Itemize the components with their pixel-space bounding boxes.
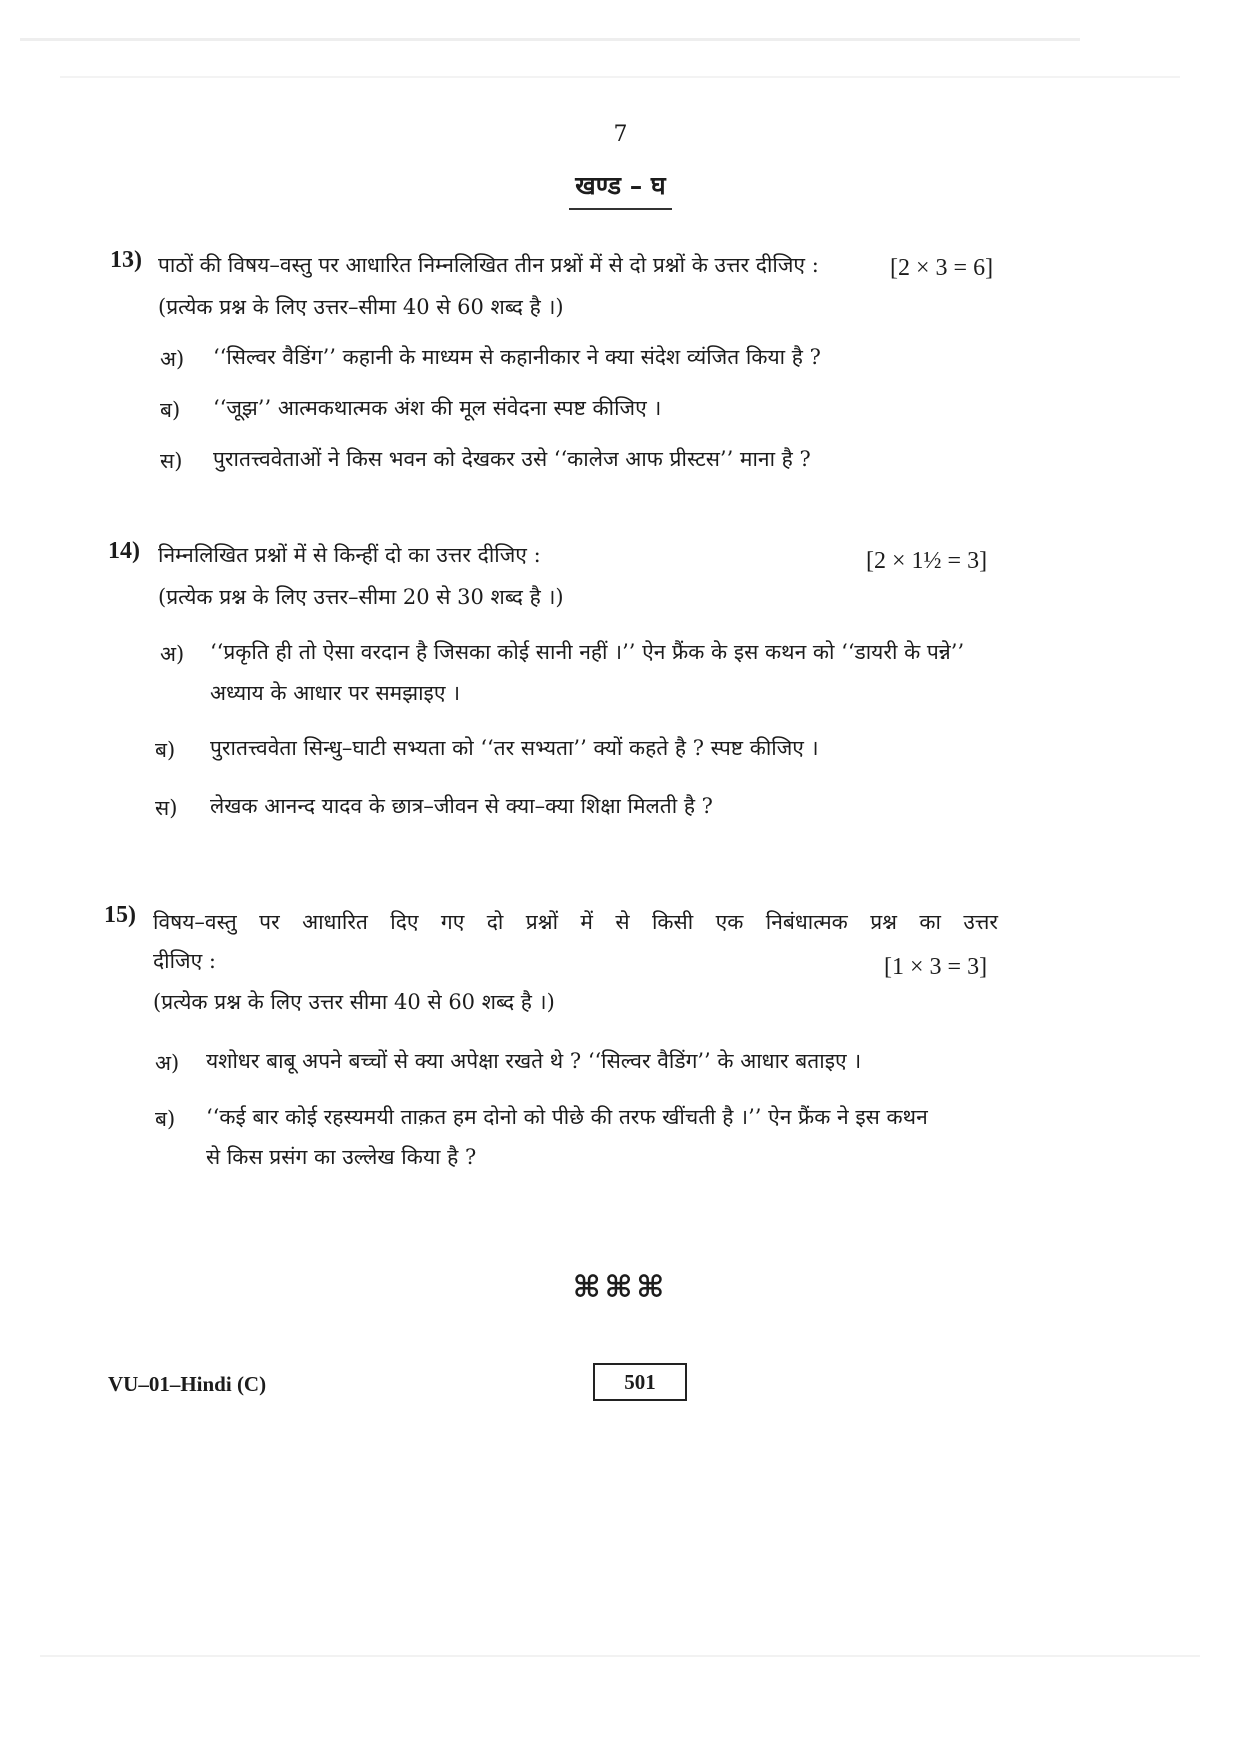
option-label: अ) [160, 347, 185, 371]
question-text: विषय–वस्तु पर आधारित दिए गए दो प्रश्नों में से किसी एक निबंधात्मक प्रश्न का उत्तर [153, 910, 998, 934]
option-text: लेखक आनन्द यादव के छात्र–जीवन से क्या–क्या शिक्षा मिलती है ? [210, 794, 713, 818]
question-note: (प्रत्येक प्रश्न के लिए उत्तर–सीमा 20 से 30 शब्द है ।) [158, 585, 564, 609]
option-label: स) [160, 449, 183, 473]
option-text: ‘‘जूझ’’ आत्मकथात्मक अंश की मूल संवेदना स्पष्ट कीजिए । [213, 396, 662, 420]
question-note: (प्रत्येक प्रश्न के लिए उत्तर–सीमा 40 से 60 शब्द है ।) [158, 295, 564, 319]
question-text: पाठों की विषय–वस्तु पर आधारित निम्नलिखित तीन प्रश्नों में से दो प्रश्नों के उत्तर दीजिए : [158, 253, 819, 277]
paper-code-box: 501 [593, 1363, 687, 1401]
end-of-section-mark: ⌘⌘⌘ [572, 1270, 669, 1305]
option-text: पुरातत्त्ववेता सिन्धु–घाटी सभ्यता को ‘‘तर सभ्यता’’ क्यों कहते है ? स्पष्ट कीजिए । [210, 736, 819, 760]
option-label: ब) [160, 398, 181, 422]
question-number: 13) [110, 247, 142, 273]
option-text-cont: से किस प्रसंग का उल्लेख किया है ? [206, 1145, 477, 1169]
question-text: निम्नलिखित प्रश्नों में से किन्हीं दो का उत्तर दीजिए : [158, 543, 541, 567]
option-label: अ) [155, 1051, 180, 1075]
option-label: ब) [155, 1107, 176, 1131]
question-marks: [1 × 3 = 3] [884, 954, 988, 980]
question-marks: [2 × 1½ = 3] [866, 548, 988, 574]
bottom-scan-line [40, 1655, 1200, 1657]
top-scan-line [20, 38, 1080, 41]
option-text: पुरातत्त्ववेताओं ने किस भवन को देखकर उसे ‘‘कालेज आफ प्रीस्टस’’ माना है ? [213, 447, 811, 471]
page-number: 7 [613, 122, 628, 147]
option-text: ‘‘प्रकृति ही तो ऐसा वरदान है जिसका कोई सानी नहीं ।’’ ऐन फ्रैंक के इस कथन को ‘‘डायरी के पन्ने’’ [210, 640, 965, 664]
option-label: अ) [160, 642, 185, 666]
question-marks: [2 × 3 = 6] [890, 255, 994, 281]
section-title [0, 168, 1241, 202]
question-note: (प्रत्येक प्रश्न के लिए उत्तर सीमा 40 से 60 शब्द है ।) [153, 990, 555, 1014]
section-title-text: खण्ड – घ [569, 171, 671, 210]
option-text: यशोधर बाबू अपने बच्चों से क्या अपेक्षा रखते थे ? ‘‘सिल्वर वैडिंग’’ के आधार बताइए । [206, 1049, 862, 1073]
question-text-cont: दीजिए : [153, 949, 216, 973]
option-label: स) [155, 796, 178, 820]
top-scan-line-2 [60, 76, 1180, 78]
option-text: ‘‘कई बार कोई रहस्यमयी ताक़त हम दोनो को पीछे की तरफ खींचती है ।’’ ऐन फ्रैंक ने इस कथन [206, 1105, 928, 1129]
paper-code: VU–01–Hindi (C) [108, 1372, 267, 1396]
question-number: 15) [104, 902, 136, 928]
option-label: ब) [155, 738, 176, 762]
question-number: 14) [108, 538, 140, 564]
option-text-cont: अध्याय के आधार पर समझाइए । [210, 681, 461, 705]
option-text: ‘‘सिल्वर वैडिंग’’ कहानी के माध्यम से कहानीकार ने क्या संदेश व्यंजित किया है ? [213, 345, 821, 369]
